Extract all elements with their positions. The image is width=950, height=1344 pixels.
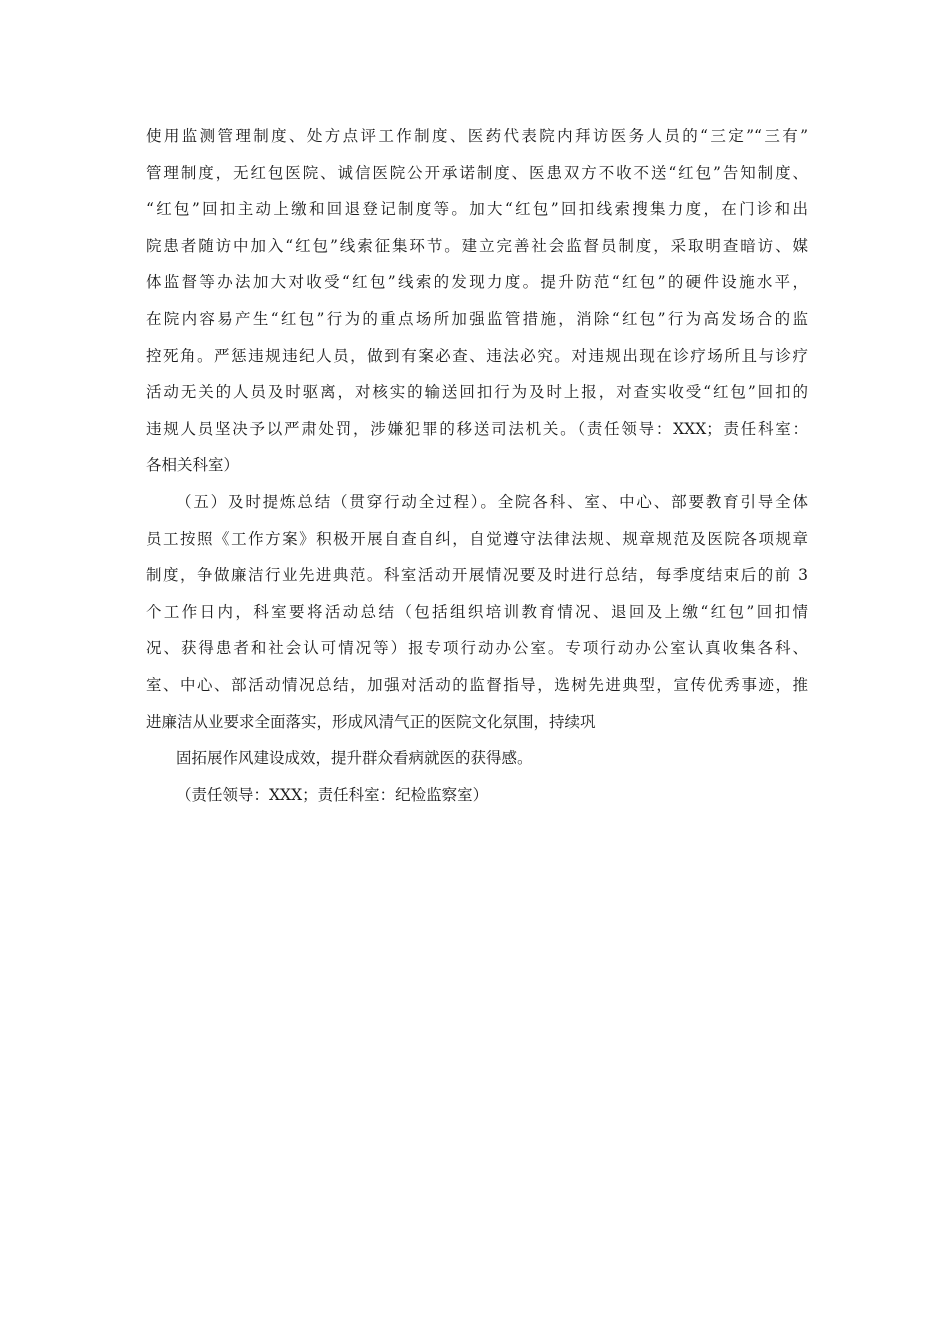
text-line: 员工按照《工作方案》积极开展自查自纠，自觉遵守法律法规、规章规范及医院各项规章	[146, 529, 808, 548]
text-line: 在院内容易产生“红包”行为的重点场所加强监管措施，消除“红包”行为高发场合的监	[146, 309, 808, 328]
text-line: 违规人员坚决予以严肃处罚，涉嫌犯罪的移送司法机关。（责任领导：XXX；责任科室：	[146, 419, 808, 438]
text-line: 使用监测管理制度、处方点评工作制度、医药代表院内拜访医务人员的“三定”“三有”	[146, 127, 808, 145]
body-text	[146, 118, 808, 813]
text-line: 进廉洁从业要求全面落实，形成风清气正的医院文化氛围，持续巩	[146, 712, 596, 731]
text-line: 管理制度，无红包医院、诚信医院公开承诺制度、医患双方不收不送“红包”告知制度、	[146, 163, 808, 182]
text-line: 制度，争做廉洁行业先进典范。科室活动开展情况要及时进行总结，每季度结束后的前 3	[146, 566, 808, 585]
text-line: 院患者随访中加入“红包”线索征集环节。建立完善社会监督员制度，采取明查暗访、媒	[146, 236, 808, 255]
responsibility-note: （责任领导：XXX；责任科室：纪检监察室）	[176, 785, 489, 804]
text-line: 个工作日内，科室要将活动总结（包括组织培训教育情况、退回及上缴“红包”回扣情	[146, 602, 808, 621]
text-line: 固拓展作风建设成效，提升群众看病就医的获得感。	[176, 749, 533, 768]
text-line: 控死角。严惩违规违纪人员，做到有案必查、违法必究。对违规出现在诊疗场所且与诊疗	[146, 346, 808, 365]
section-heading-line: （五）及时提炼总结（贯穿行动全过程）。全院各科、室、中心、部要教育引导全体	[176, 492, 808, 511]
text-line: 活动无关的人员及时驱离，对核实的输送回扣行为及时上报，对查实收受“红包”回扣的	[146, 383, 808, 402]
text-line: 况、获得患者和社会认可情况等）报专项行动办公室。专项行动办公室认真收集各科、	[146, 639, 808, 658]
text-line: 体监督等办法加大对收受“红包”线索的发现力度。提升防范“红包”的硬件设施水平，	[146, 273, 808, 292]
text-line: 室、中心、部活动情况总结，加强对活动的监督指导，选树先进典型，宣传优秀事迹，推	[146, 675, 808, 694]
text-line: “红包”回扣主动上缴和回退登记制度等。加大“红包”回扣线索搜集力度，在门诊和出	[146, 200, 808, 219]
text-line: 各相关科室）	[146, 456, 240, 475]
